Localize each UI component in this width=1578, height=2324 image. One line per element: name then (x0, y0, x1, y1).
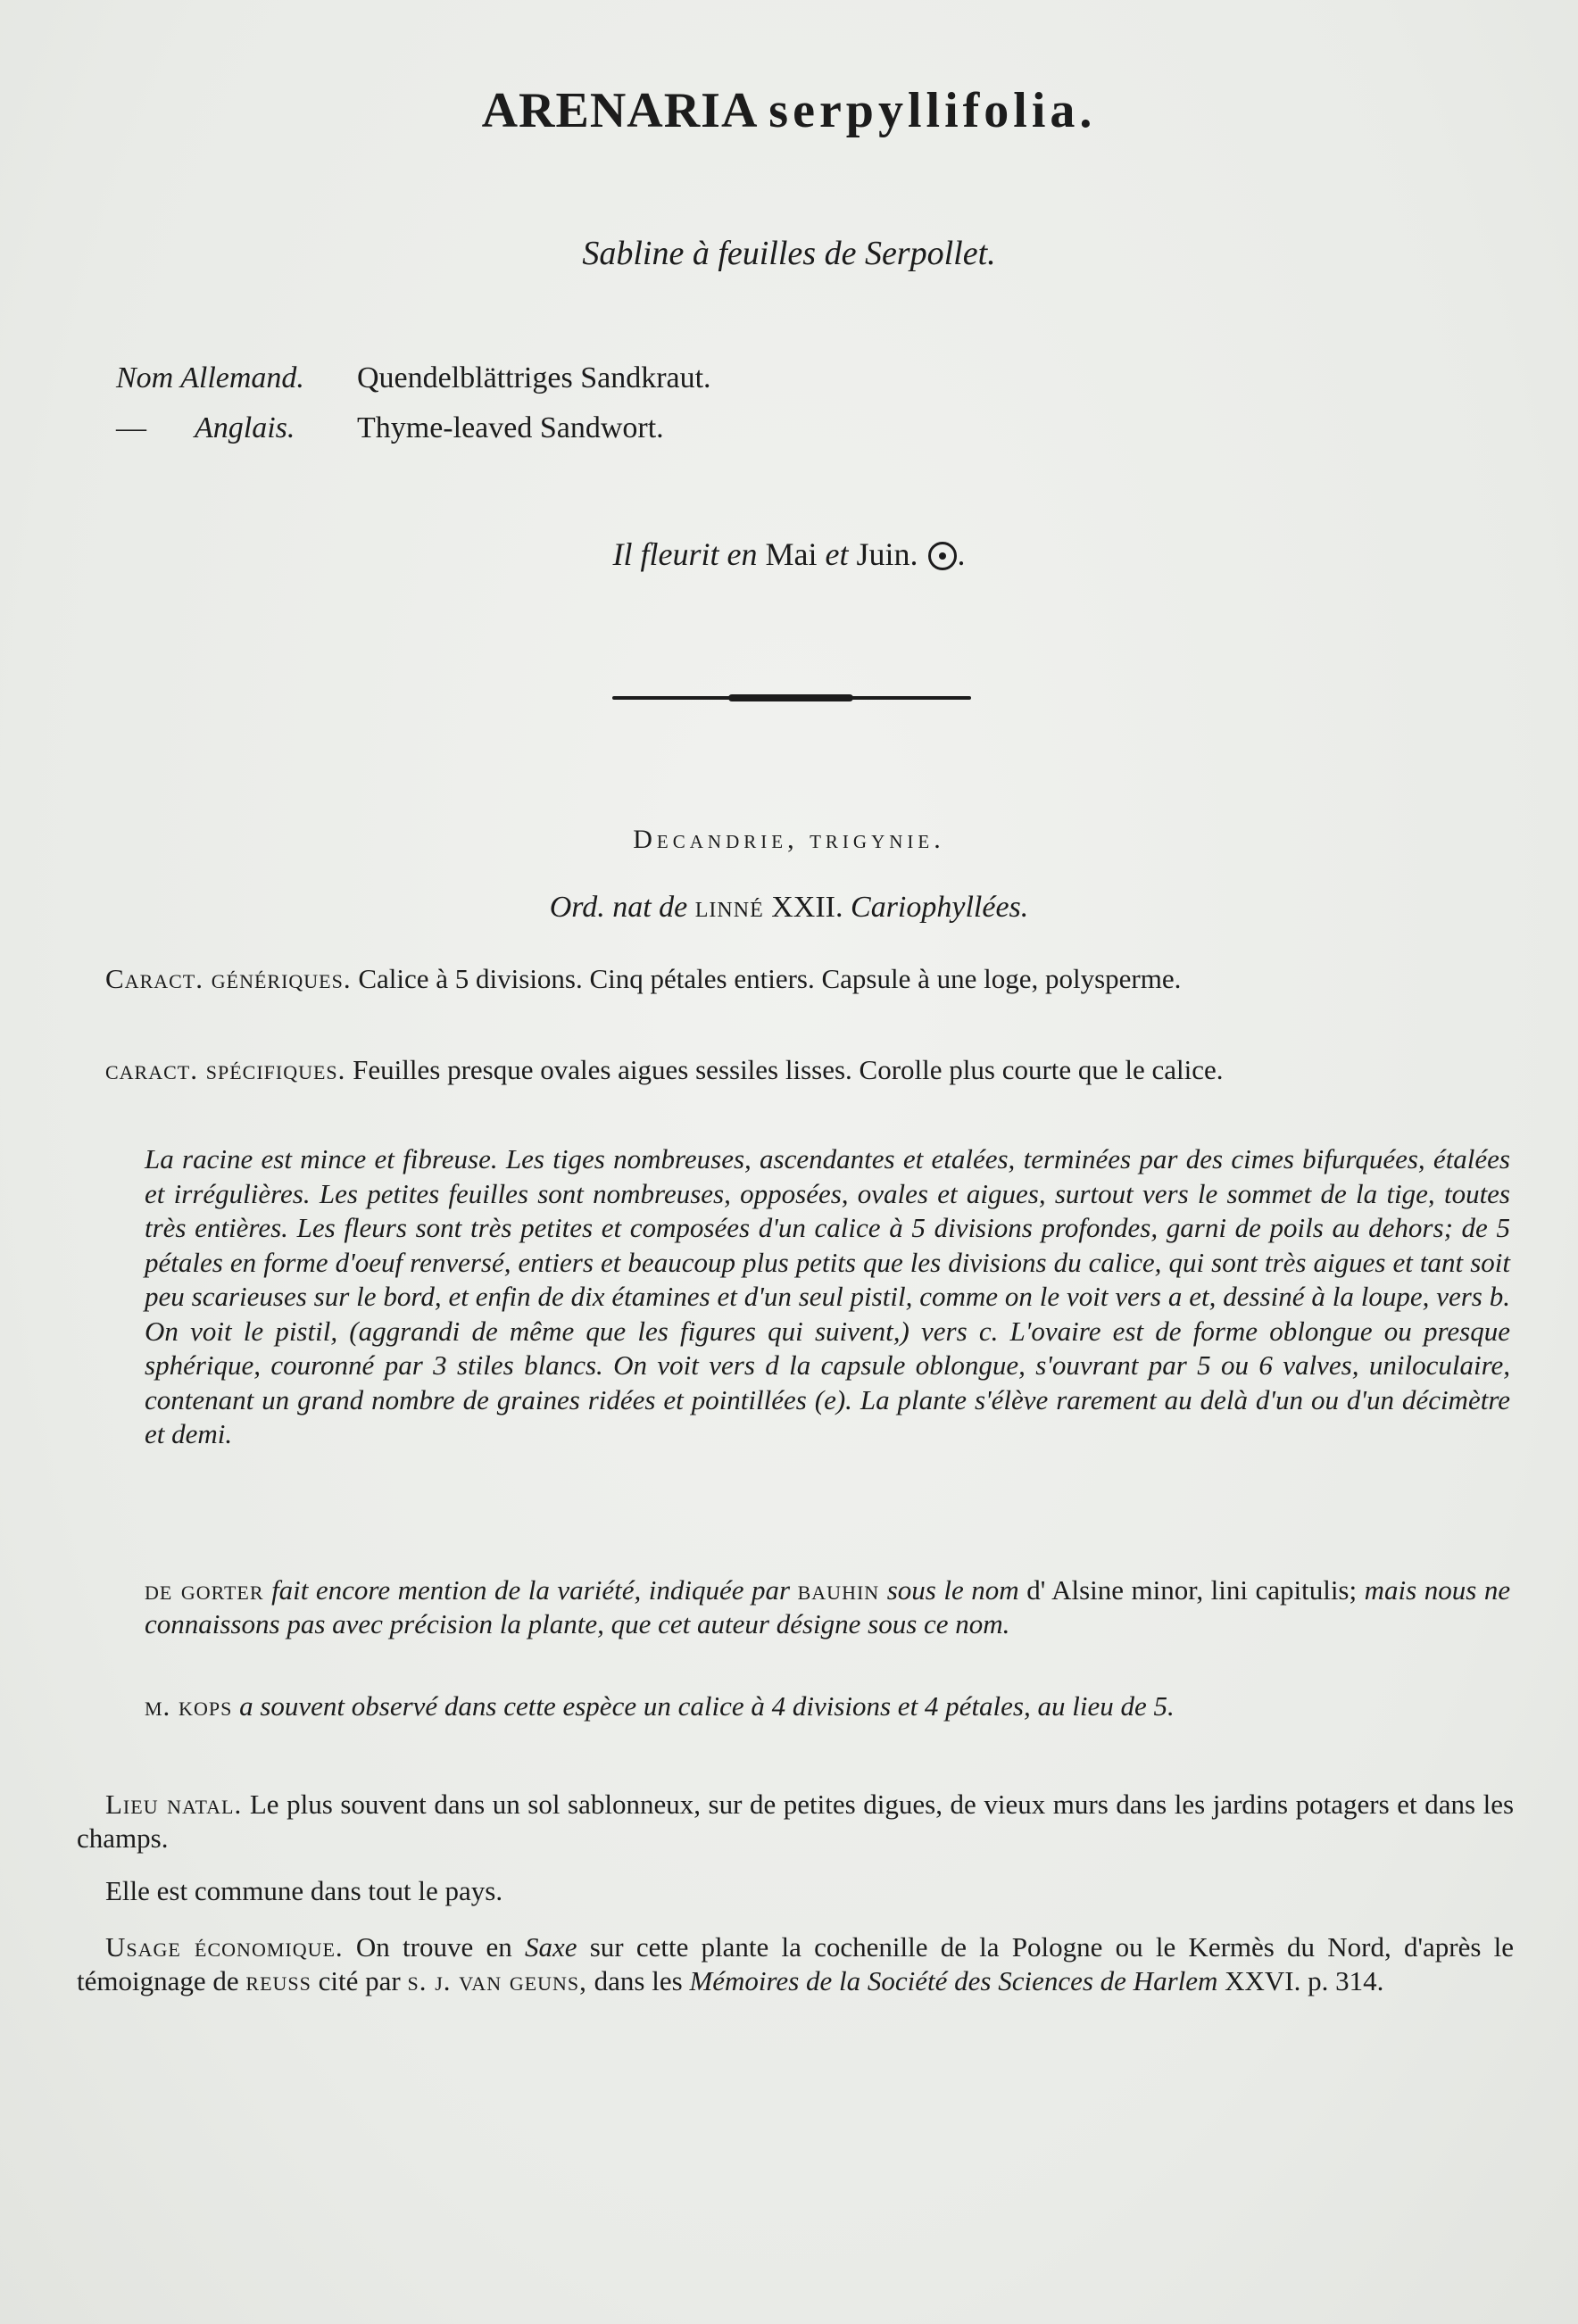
generic-characters (77, 962, 1514, 996)
flowering-trail: . (957, 536, 966, 572)
order-family: Cariophyllées. (851, 891, 1029, 924)
vernacular-names (116, 361, 711, 461)
flowering-month-b: Juin. (856, 536, 918, 572)
reuss-name: reuss (245, 1965, 311, 1996)
specific-text: Feuilles presque ovales aigues sessiles lisses. Corolle plus courte que le calice. (353, 1054, 1224, 1085)
divider-rule (612, 696, 971, 700)
frequency-note: Elle est commune dans tout le pays. (105, 1875, 503, 1906)
bauhin-name: bauhin (797, 1574, 880, 1606)
description: La racine est mince et fibreuse. Les tiges nombreuses, ascendantes et etalées, terminées par des cimes bifurquées, étalées et irrégulières. Les petites feuilles sont nombreuses, opposées, ovales et aigues, surtout vers le sommet de la tige, toutes très entières. Les fleurs sont très petites et composées d'un calice à 5 divisions profondes, garni de poils au dehors; de 5 pétales en forme d'oeuf renversé, entiers et beaucoup plus petits que les divisions du calice, qui sont très aigues et tant soit peu scarieuses sur le bord, et enfin de dix étamines et d'un seul pistil, comme on le voit vers a et, dessiné à la loupe, vers b. On voit le pistil, (aggrandi de même que les figures qui suivent,) vers c. L'ovaire est de forme oblongue ou presque sphérique, couronné par 3 stiles blancs. On voit vers d la capsule oblongue, s'ouvrant par 5 ou 6 valves, uniloculaire, contenant un grand nombre de graines ridées et pointillées (e). La plante s'élève rarement au delà d'un ou d'un décimètre et demi. (145, 1143, 1510, 1449)
geuns-name: s. j. van geuns, (407, 1965, 587, 1996)
order-number: XXII. (771, 891, 843, 924)
usage-label: Usage économique. (105, 1931, 344, 1963)
gorter-text-b: sous le nom (886, 1574, 1019, 1606)
specific-characters (77, 1053, 1514, 1087)
title-genus: ARENARIA (481, 83, 756, 138)
usage-text-e: XXVI. p. 314. (1225, 1965, 1384, 1996)
generic-text: Calice à 5 divisions. Cinq pétales entiers. Capsule à une loge, polysperme. (358, 963, 1182, 994)
habitat (77, 1788, 1514, 1855)
usage-saxe: Saxe (524, 1931, 577, 1963)
generic-label: Caract. génériques. (105, 963, 352, 994)
order-prefix: Ord. nat de (549, 891, 688, 924)
english-label: Anglais. (195, 411, 295, 444)
habitat-label: Lieu natal. (105, 1789, 243, 1820)
order-author: linné (694, 891, 764, 924)
title-species: serpyllifolia. (768, 83, 1097, 138)
german-name-row (116, 361, 711, 411)
french-name: Sabline à feuilles de Serpollet. (582, 235, 996, 272)
habitat-text: Le plus souvent dans un sol sablonneux, sur de petites digues, de vieux murs dans les jardins potagers et dans les champs. (77, 1789, 1515, 1854)
page-title (0, 82, 1578, 139)
flowering-period (0, 535, 1578, 573)
specific-label: caract. spécifiques. (105, 1054, 346, 1085)
memoires-title: Mémoires de la Société des Sciences de Harlem (689, 1965, 1218, 1996)
kops-name: m. kops (145, 1690, 233, 1722)
usage-text-a: On trouve en (355, 1931, 512, 1963)
usage-text-b: sur cette plante la cochenille de la Pologne ou le Kermès du Nord, d'après le témoignage de (77, 1931, 1515, 1996)
gorter-text-c: d' Alsine minor, lini capitulis; (1026, 1574, 1358, 1606)
ditto-dash: — (116, 411, 146, 444)
annual-symbol-icon (928, 542, 957, 570)
economic-use (77, 1930, 1514, 1998)
usage-text-d: dans les (594, 1965, 683, 1996)
gorter-text-d: mais nous ne connaissons pas avec précision la plante, que cet auteur désigne sous ce nom. (145, 1574, 1511, 1639)
natural-order (0, 891, 1578, 925)
gorter-text-a: fait encore mention de la variété, indiquée par (271, 1574, 791, 1606)
english-name: Thyme-leaved Sandwort. (357, 411, 664, 444)
usage-text-c: cité par (318, 1965, 401, 1996)
kops-text: a souvent observé dans cette espèce un calice à 4 divisions et 4 pétales, au lieu de 5. (239, 1690, 1175, 1722)
flowering-month-a: Mai (765, 536, 818, 572)
kops-note (145, 1689, 1510, 1723)
linnaean-class: Decandrie, trigynie. (633, 825, 945, 854)
english-name-row (116, 411, 711, 461)
german-label: Nom Allemand. (116, 361, 304, 394)
flowering-prefix: Il fleurit en (612, 536, 758, 572)
flowering-conj: et (825, 536, 849, 572)
gorter-note (145, 1573, 1510, 1641)
german-name: Quendelblättriges Sandkraut. (357, 361, 711, 394)
gorter-name: de gorter (145, 1574, 264, 1606)
